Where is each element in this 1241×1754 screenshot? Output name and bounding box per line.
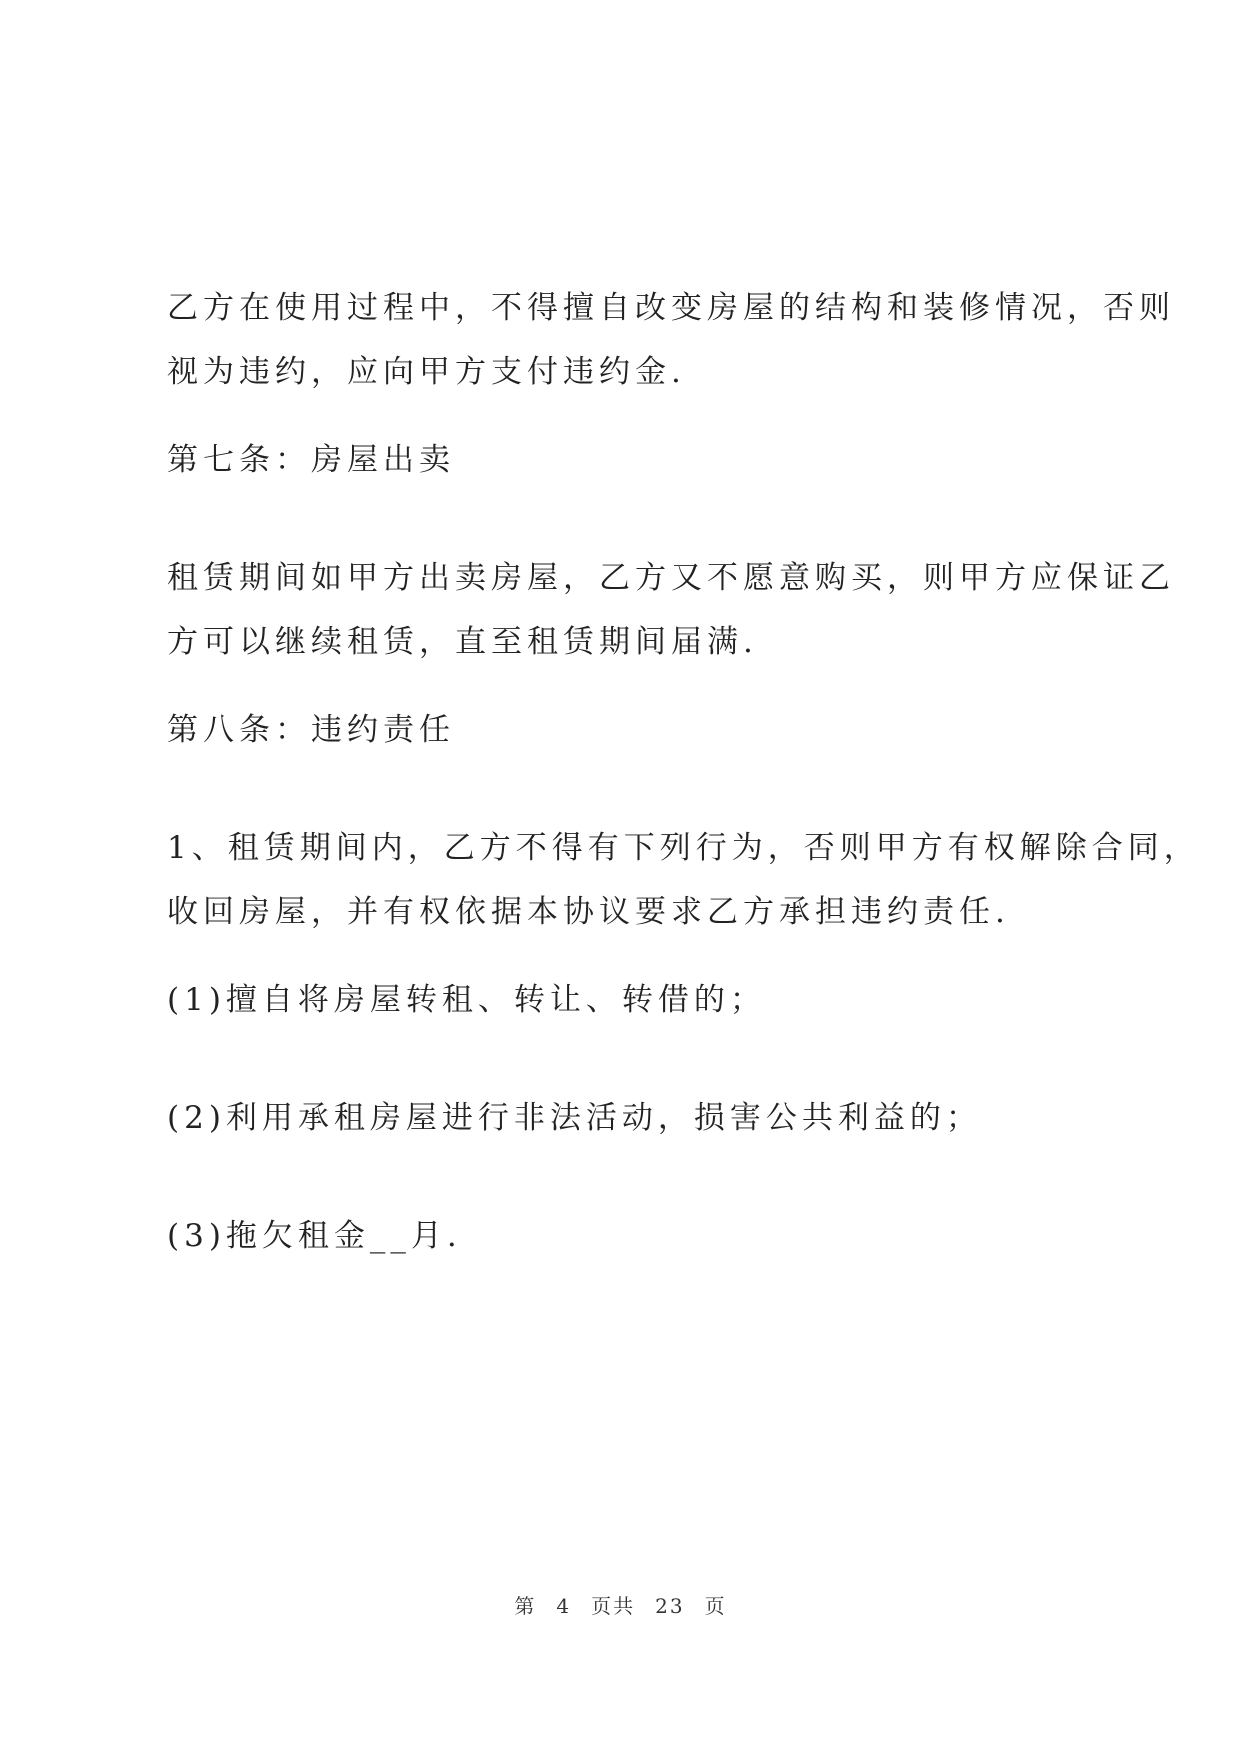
heading-text: 第七条：房屋出卖 — [167, 442, 455, 478]
paragraph-line: 方可以继续租赁，直至租赁期间届满. — [167, 624, 758, 660]
footer-suffix: 页 — [704, 1594, 727, 1618]
heading-article-7 — [167, 428, 1097, 492]
paragraph-alteration-clause — [167, 276, 1175, 404]
list-item-text: (2)利用承租房屋进行非法活动，损害公共利益的； — [167, 1100, 982, 1136]
paragraph-line: 1、租赁期间内，乙方不得有下列行为，否则甲方有权解除合同， — [167, 830, 1200, 866]
paragraph-breach-clause — [167, 816, 1200, 944]
paragraph-line: 乙方在使用过程中，不得擅自改变房屋的结构和装修情况，否则 — [167, 290, 1175, 326]
list-item-sublease — [167, 968, 1097, 1032]
list-item-text: (1)擅自将房屋转租、转让、转借的； — [167, 982, 766, 1018]
paragraph-line: 收回房屋，并有权依据本协议要求乙方承担违约责任. — [167, 894, 1010, 930]
footer-total-pages: 23 — [655, 1594, 685, 1618]
paragraph-line: 租赁期间如甲方出卖房屋，乙方又不愿意购买，则甲方应保证乙 — [167, 560, 1175, 596]
list-item-rent-arrears — [167, 1204, 1097, 1268]
list-item-illegal-activity — [167, 1086, 1097, 1150]
footer-current-page: 4 — [556, 1594, 572, 1618]
page-number-footer — [0, 1590, 1241, 1619]
paragraph-line: 视为违约，应向甲方支付违约金. — [167, 354, 686, 390]
footer-middle: 页共 — [591, 1594, 636, 1618]
heading-article-8 — [167, 698, 1097, 762]
list-item-text: (3)拖欠租金__月. — [167, 1218, 462, 1254]
footer-prefix: 第 — [514, 1594, 537, 1618]
heading-text: 第八条：违约责任 — [167, 712, 455, 748]
paragraph-sale-clause — [167, 546, 1175, 674]
